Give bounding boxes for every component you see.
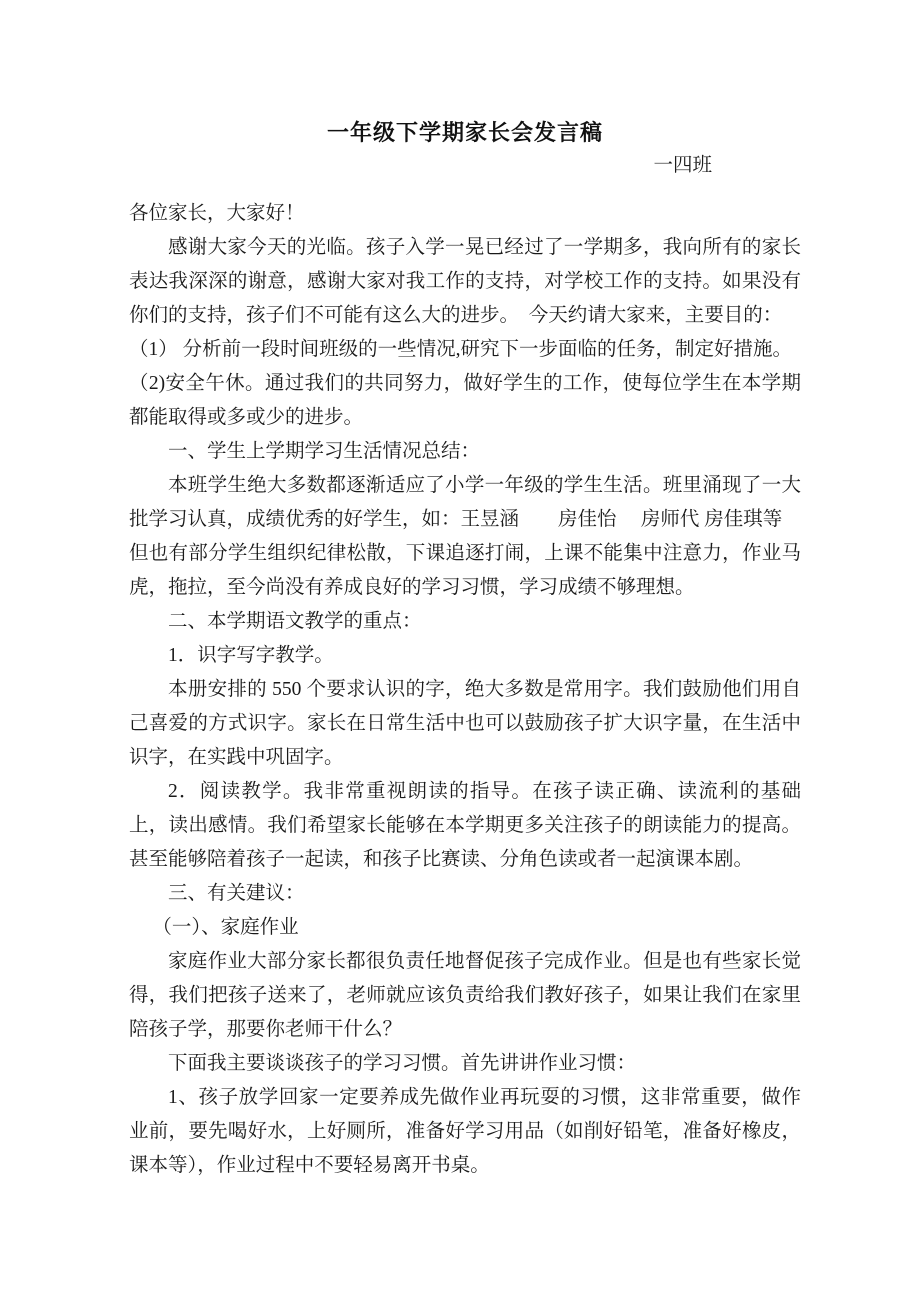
paragraph: （2)安全午休。通过我们的共同努力，做好学生的工作，使每位学生在本学期都能取得或多或少的进步。: [129, 373, 801, 428]
paragraph: （1） 分析前一段时间班级的一些情况,研究下一步面临的任务，制定好措施。: [129, 339, 793, 360]
byline-class-name: 一四班: [653, 155, 712, 176]
paragraph: 本班学生绝大多数都逐渐适应了小学一年级的学生生活。班里涌现了一大批学习认真，成绩优秀的好学生，如：王昱涵 房佳怡 房师代 房佳琪等: [129, 475, 801, 530]
paragraph: 感谢大家今天的光临。孩子入学一晃已经过了一学期多，我向所有的家长表达我深深的谢意，感谢大家对我工作的支持，对学校工作的支持。如果没有你们的支持，孩子们不可能有这么大的进步。 今天约请大家来，主要目的：: [129, 237, 801, 326]
document-body: [129, 197, 801, 1183]
paragraph: 2．阅读教学。我非常重视朗读的指导。在孩子读正确、读流利的基础上，读出感情。我们希望家长能够在本学期更多关注孩子的朗读能力的提高。甚至能够陪着孩子一起读，和孩子比赛读、分角色读或者一起演课本剧。: [129, 781, 801, 870]
paragraph: 本册安排的 550 个要求认识的字，绝大多数是常用字。我们鼓励他们用自己喜爱的方式识字。家长在日常生活中也可以鼓励孩子扩大识字量，在生活中识字，在实践中巩固字。: [129, 679, 801, 768]
paragraph: 下面我主要谈谈孩子的学习习惯。首先讲讲作业习惯：: [168, 1053, 637, 1074]
paragraph: 但也有部分学生组织纪律松散，下课追逐打闹，上课不能集中注意力，作业马虎，拖拉，至今尚没有养成良好的学习习惯，学习成绩不够理想。: [129, 543, 801, 598]
document-title: 一年级下学期家长会发言稿: [326, 120, 603, 145]
paragraph: 1、孩子放学回家一定要养成先做作业再玩耍的习惯，这非常重要，做作业前，要先喝好水，上好厕所，准备好学习用品（如削好铅笔，准备好橡皮，课本等），作业过程中不要轻易离开书桌。: [129, 1087, 801, 1176]
paragraph: 家庭作业大部分家长都很负责任地督促孩子完成作业。但是也有些家长觉得，我们把孩子送来了，老师就应该负责给我们教好孩子，如果让我们在家里陪孩子学，那要你老师干什么？: [129, 951, 801, 1040]
paragraph: 三、有关建议：: [168, 883, 305, 904]
paragraph: （一）、家庭作业: [152, 917, 299, 938]
paragraph: 1．识字写字教学。: [168, 645, 334, 666]
paragraph: 各位家长，大家好！: [129, 203, 305, 224]
document-page: [129, 0, 801, 1183]
paragraph: 二、本学期语文教学的重点：: [168, 611, 422, 632]
paragraph: 一、学生上学期学习生活情况总结：: [168, 441, 481, 462]
